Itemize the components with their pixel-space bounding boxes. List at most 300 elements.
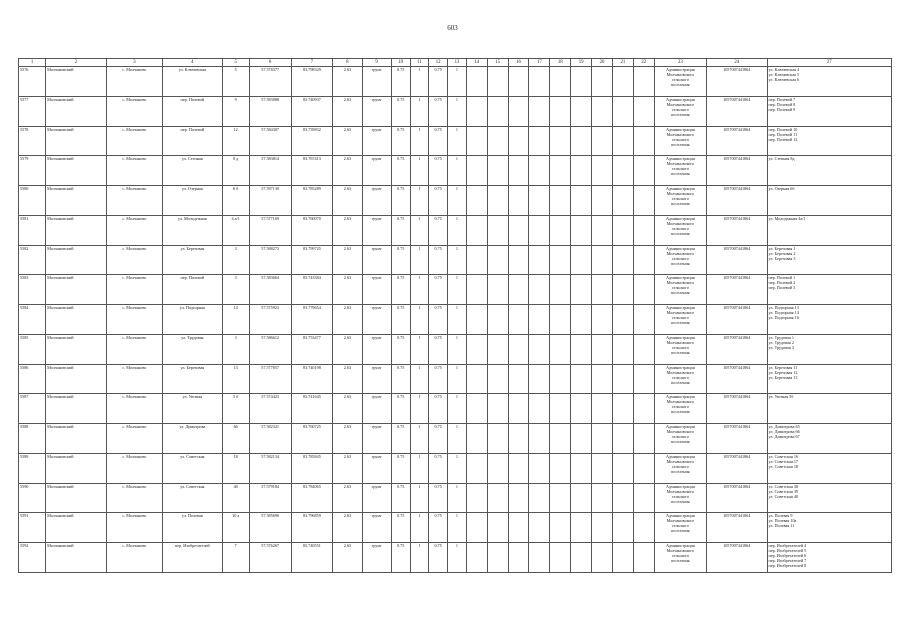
settlement-cell: с. Молчаново: [106, 186, 162, 216]
settlement-cell: с. Молчаново: [106, 364, 162, 394]
owner-cell: [654, 215, 706, 245]
street-cell: ул. Березовая: [163, 364, 223, 394]
empty-cell: [529, 156, 550, 186]
empty-cell: [466, 424, 487, 454]
empty-cell: [466, 543, 487, 573]
latitude-cell: 57.597130: [249, 186, 291, 216]
width2-cell: 0.75: [429, 453, 448, 483]
empty-cell: [529, 483, 550, 513]
address-line: ул. Подгорная 13: [768, 305, 799, 310]
empty-cell: [633, 453, 654, 483]
empty-cell: [571, 543, 592, 573]
street-cell: ул. Ключевская: [163, 67, 223, 97]
length-cell: 2.63: [333, 67, 362, 97]
table-row: [19, 513, 892, 543]
address-cell: [767, 364, 892, 394]
settlement-cell: с. Молчаново: [106, 543, 162, 573]
empty-cell: [529, 305, 550, 335]
settlement-cell: с. Молчаново: [106, 156, 162, 186]
table-row: [19, 334, 892, 364]
width-cell: 0.75: [391, 364, 410, 394]
surface-cell: грунт: [362, 453, 391, 483]
owner-line: поселения: [671, 409, 690, 415]
width-cell: 0.75: [391, 245, 410, 275]
house-cell: 40: [222, 483, 249, 513]
house-cell: 6 б: [222, 186, 249, 216]
column-header: 16: [508, 59, 529, 67]
empty-cell: [550, 245, 571, 275]
width2-cell: 0.75: [429, 334, 448, 364]
surface-cell: грунт: [362, 424, 391, 454]
owner-line: Молчановского: [666, 72, 695, 77]
district-cell: Молчановский: [46, 334, 107, 364]
empty-cell: [508, 394, 529, 424]
empty-cell: [529, 245, 550, 275]
empty-cell: [508, 156, 529, 186]
street-cell: ул. Озерная: [163, 186, 223, 216]
latitude-cell: 57.579184: [249, 483, 291, 513]
address-line: пер. Полевой 11: [768, 131, 798, 137]
address-line: пер. Изобретателей 4: [768, 543, 807, 548]
district-cell: Молчановский: [46, 543, 107, 573]
ogrn-cell: 1057007441864: [706, 156, 767, 186]
empty-cell: [508, 424, 529, 454]
surface-cell: грунт: [362, 305, 391, 335]
house-cell: 7: [222, 543, 249, 573]
empty-cell: [612, 483, 633, 513]
owner-line: Молчановского: [666, 220, 695, 226]
owner-line: сельского: [671, 523, 689, 529]
address-cell: [767, 96, 892, 126]
longitude-cell: 83.741645: [291, 394, 333, 424]
empty-cell: [571, 424, 592, 454]
owner-cell: [654, 245, 706, 275]
address-line: ул. Подгорная 16: [768, 315, 799, 320]
length-cell: 2.63: [333, 334, 362, 364]
count-cell: 1: [410, 394, 429, 424]
latitude-cell: 57.583088: [249, 96, 291, 126]
column-header: 4: [163, 59, 223, 67]
address-cell: [767, 245, 892, 275]
table-row: [19, 364, 892, 394]
column-header: 3: [106, 59, 162, 67]
address-line: пер. Полевой 7: [768, 96, 796, 102]
count-cell: 1: [410, 513, 429, 543]
length-cell: 2.63: [333, 275, 362, 305]
empty-cell: [592, 275, 613, 305]
owner-line: поселения: [671, 171, 690, 177]
street-cell: пер. Полевой: [163, 126, 223, 156]
empty-cell: [633, 334, 654, 364]
latitude-cell: 57.577857: [249, 364, 291, 394]
surface-cell: грунт: [362, 394, 391, 424]
address-line: ул. Березовая 13: [768, 374, 798, 380]
empty-cell: [487, 543, 508, 573]
empty-cell: [466, 483, 487, 513]
count-cell: 1: [410, 483, 429, 513]
surface-cell: грунт: [362, 67, 391, 97]
empty-cell: [487, 364, 508, 394]
column-header: 17: [529, 59, 550, 67]
table-row: [19, 245, 892, 275]
empty-cell: [571, 513, 592, 543]
empty-cell: [612, 215, 633, 245]
count2-cell: 1: [448, 483, 467, 513]
empty-cell: [571, 126, 592, 156]
count-cell: 1: [410, 543, 429, 573]
empty-cell: [466, 364, 487, 394]
empty-cell: [612, 275, 633, 305]
house-cell: 18: [222, 453, 249, 483]
street-cell: ул. Уютная: [163, 394, 223, 424]
address-line: пер. Изобретателей 8: [768, 563, 807, 568]
width-cell: 0.75: [391, 483, 410, 513]
width-cell: 0.75: [391, 186, 410, 216]
district-cell: Молчановский: [46, 275, 107, 305]
owner-line: сельского: [671, 463, 689, 469]
address-line: ул. Советская 17: [768, 458, 799, 464]
width2-cell: 0.75: [429, 483, 448, 513]
empty-cell: [487, 483, 508, 513]
empty-cell: [571, 96, 592, 126]
empty-cell: [612, 334, 633, 364]
width2-cell: 0.75: [429, 96, 448, 126]
owner-line: поселения: [671, 468, 690, 474]
address-line: пер. Полевой 8: [768, 101, 796, 107]
address-line: пер. Полевой 12: [768, 136, 798, 142]
longitude-cell: 83.798329: [291, 67, 333, 97]
empty-cell: [633, 126, 654, 156]
empty-cell: [508, 96, 529, 126]
empty-cell: [487, 453, 508, 483]
owner-line: сельского: [671, 255, 689, 261]
empty-cell: [612, 394, 633, 424]
district-cell: Молчановский: [46, 483, 107, 513]
empty-cell: [508, 483, 529, 513]
empty-cell: [529, 513, 550, 543]
owner-line: сельского: [671, 136, 689, 142]
address-line: ул. Ключевская 6: [768, 77, 800, 82]
owner-line: Молчановского: [666, 548, 695, 553]
count2-cell: 1: [448, 156, 467, 186]
column-header: 15: [487, 59, 508, 67]
table-row: [19, 67, 892, 97]
latitude-cell: 57.574423: [249, 394, 291, 424]
longitude-cell: 83.739832: [291, 126, 333, 156]
ogrn-cell: 1057007441864: [706, 126, 767, 156]
address-line: ул. Уютная 5б: [768, 394, 794, 400]
row-id: 5584: [19, 305, 46, 335]
address-line: ул. Димитрова 66: [768, 429, 800, 434]
street-cell: ул. Советская: [163, 453, 223, 483]
row-id: 5578: [19, 126, 46, 156]
street-cell: ул. Полевая: [163, 513, 223, 543]
owner-cell: [654, 424, 706, 454]
empty-cell: [571, 453, 592, 483]
settlement-cell: с. Молчаново: [106, 424, 162, 454]
width2-cell: 0.75: [429, 424, 448, 454]
address-cell: [767, 275, 892, 305]
owner-line: Молчановского: [666, 339, 695, 345]
empty-cell: [571, 245, 592, 275]
length-cell: 2.63: [333, 186, 362, 216]
house-cell: 10 а: [222, 513, 249, 543]
table-row: [19, 186, 892, 216]
empty-cell: [612, 96, 633, 126]
empty-cell: [508, 275, 529, 305]
column-header: 23: [654, 59, 706, 67]
length-cell: 2.63: [333, 364, 362, 394]
settlement-cell: с. Молчаново: [106, 126, 162, 156]
address-cell: [767, 334, 892, 364]
owner-line: Администрация: [666, 543, 695, 548]
street-cell: пер. Полевой: [163, 96, 223, 126]
surface-cell: грунт: [362, 126, 391, 156]
empty-cell: [487, 394, 508, 424]
count2-cell: 1: [448, 96, 467, 126]
address-line: ул. Березовая 11: [768, 364, 798, 370]
column-header: 10: [391, 59, 410, 67]
owner-line: Молчановского: [666, 458, 695, 464]
address-line: ул. Озерная 6б: [768, 186, 795, 191]
ogrn-cell: 1057007441864: [706, 305, 767, 335]
owner-line: Администрация: [666, 126, 695, 132]
ogrn-cell: 1057007441864: [706, 364, 767, 394]
empty-cell: [550, 334, 571, 364]
address-line: ул. Ключевская 5: [768, 72, 800, 77]
address-cell: [767, 453, 892, 483]
empty-cell: [612, 67, 633, 97]
address-line: пер. Изобретателей 6: [768, 553, 807, 558]
latitude-cell: 57.582134: [249, 453, 291, 483]
owner-cell: [654, 364, 706, 394]
district-cell: Молчановский: [46, 126, 107, 156]
table-row: [19, 96, 892, 126]
table-row: [19, 394, 892, 424]
owner-cell: [654, 513, 706, 543]
width-cell: 0.75: [391, 215, 410, 245]
owner-line: Администрация: [666, 513, 695, 519]
empty-cell: [592, 126, 613, 156]
empty-cell: [466, 126, 487, 156]
owner-line: сельского: [671, 285, 689, 291]
width2-cell: 0.75: [429, 305, 448, 335]
row-id: 5576: [19, 67, 46, 97]
address-line: пер. Полевой 1: [768, 275, 796, 281]
empty-cell: [529, 275, 550, 305]
empty-cell: [633, 186, 654, 216]
row-id: 5590: [19, 483, 46, 513]
empty-cell: [550, 126, 571, 156]
count2-cell: 1: [448, 513, 467, 543]
owner-line: Администрация: [666, 67, 695, 72]
owner-line: сельского: [671, 434, 689, 439]
address-line: ул. Полевая 9: [768, 513, 793, 519]
latitude-cell: 57.586612: [249, 334, 291, 364]
latitude-cell: 57.576267: [249, 543, 291, 573]
address-line: ул. Советская 16: [768, 453, 799, 459]
column-header: 11: [410, 59, 429, 67]
house-cell: 3: [222, 275, 249, 305]
empty-cell: [466, 394, 487, 424]
empty-cell: [508, 334, 529, 364]
empty-cell: [487, 215, 508, 245]
width2-cell: 0.75: [429, 394, 448, 424]
table-row: [19, 543, 892, 573]
empty-cell: [550, 67, 571, 97]
empty-cell: [592, 96, 613, 126]
settlement-cell: с. Молчаново: [106, 453, 162, 483]
row-id: 5592: [19, 543, 46, 573]
address-line: пер. Полевой 2: [768, 280, 796, 286]
street-cell: ул. Советская: [163, 483, 223, 513]
owner-line: поселения: [671, 141, 690, 147]
length-cell: 2.63: [333, 96, 362, 126]
empty-cell: [633, 483, 654, 513]
count2-cell: 1: [448, 215, 467, 245]
owner-line: Молчановского: [666, 101, 695, 107]
empty-cell: [508, 215, 529, 245]
row-id: 5582: [19, 245, 46, 275]
count-cell: 1: [410, 424, 429, 454]
owner-line: Администрация: [666, 96, 695, 102]
owner-cell: [654, 67, 706, 97]
longitude-cell: 83.796859: [291, 513, 333, 543]
owner-line: Администрация: [666, 453, 695, 459]
width-cell: 0.75: [391, 543, 410, 573]
empty-cell: [550, 96, 571, 126]
address-cell: [767, 126, 892, 156]
street-cell: пер. Изобретателей: [163, 543, 223, 573]
address-cell: [767, 156, 892, 186]
settlement-cell: с. Молчаново: [106, 96, 162, 126]
empty-cell: [612, 186, 633, 216]
empty-cell: [487, 334, 508, 364]
count-cell: 1: [410, 245, 429, 275]
length-cell: 2.63: [333, 453, 362, 483]
owner-line: поселения: [671, 290, 690, 296]
latitude-cell: 57.583814: [249, 156, 291, 186]
longitude-cell: 83.784065: [291, 483, 333, 513]
settlement-cell: с. Молчаново: [106, 483, 162, 513]
column-header: 12: [429, 59, 448, 67]
table-row: [19, 156, 892, 186]
length-cell: 2.63: [333, 424, 362, 454]
empty-cell: [466, 215, 487, 245]
table-row: [19, 305, 892, 335]
column-header: 9: [362, 59, 391, 67]
settlement-cell: с. Молчаново: [106, 394, 162, 424]
longitude-cell: 83.785845: [291, 453, 333, 483]
empty-cell: [550, 364, 571, 394]
empty-cell: [612, 156, 633, 186]
owner-line: Администрация: [666, 305, 695, 310]
empty-cell: [466, 453, 487, 483]
count-cell: 1: [410, 186, 429, 216]
surface-cell: грунт: [362, 334, 391, 364]
owner-line: Молчановского: [666, 191, 695, 196]
district-cell: Молчановский: [46, 245, 107, 275]
empty-cell: [466, 96, 487, 126]
owner-line: Администрация: [666, 334, 695, 340]
surface-cell: грунт: [362, 483, 391, 513]
owner-line: Молчановского: [666, 518, 695, 524]
address-line: пер. Изобретателей 5: [768, 548, 807, 553]
owner-line: сельского: [671, 404, 689, 410]
empty-cell: [487, 96, 508, 126]
empty-cell: [612, 513, 633, 543]
surface-cell: грунт: [362, 364, 391, 394]
address-line: ул. Ключевская 4: [768, 67, 800, 72]
owner-cell: [654, 96, 706, 126]
column-header: 7: [291, 59, 333, 67]
count2-cell: 1: [448, 186, 467, 216]
address-line: ул. Степная 8д: [768, 156, 795, 162]
count-cell: 1: [410, 275, 429, 305]
length-cell: 2.63: [333, 126, 362, 156]
table-row: [19, 215, 892, 245]
house-cell: 5: [222, 67, 249, 97]
empty-cell: [508, 126, 529, 156]
length-cell: 2.63: [333, 305, 362, 335]
empty-cell: [487, 424, 508, 454]
owner-line: поселения: [671, 528, 690, 534]
empty-cell: [466, 186, 487, 216]
length-cell: 2.63: [333, 215, 362, 245]
width2-cell: 0.75: [429, 275, 448, 305]
count-cell: 1: [410, 305, 429, 335]
empty-cell: [592, 215, 613, 245]
width-cell: 0.75: [391, 67, 410, 97]
empty-cell: [571, 67, 592, 97]
address-cell: [767, 483, 892, 513]
empty-cell: [592, 483, 613, 513]
address-line: ул. Березовая 2: [768, 250, 796, 256]
page-number: 603: [447, 24, 458, 32]
owner-line: Администрация: [666, 394, 695, 400]
empty-cell: [466, 275, 487, 305]
latitude-cell: 57.577169: [249, 215, 291, 245]
ogrn-cell: 1057007441864: [706, 245, 767, 275]
count-cell: 1: [410, 334, 429, 364]
empty-cell: [612, 305, 633, 335]
width2-cell: 0.75: [429, 156, 448, 186]
count-cell: 1: [410, 67, 429, 97]
owner-line: Администрация: [666, 215, 695, 221]
ogrn-cell: 1057007441864: [706, 394, 767, 424]
longitude-cell: 83.740198: [291, 364, 333, 394]
width-cell: 0.75: [391, 513, 410, 543]
owner-line: сельского: [671, 225, 689, 231]
ogrn-cell: 1057007441864: [706, 513, 767, 543]
owner-line: поселения: [671, 82, 690, 87]
owner-line: сельского: [671, 344, 689, 350]
latitude-cell: 57.583664: [249, 275, 291, 305]
owner-line: Молчановского: [666, 280, 695, 286]
ogrn-cell: 1057007441864: [706, 275, 767, 305]
longitude-cell: 83.799725: [291, 245, 333, 275]
empty-cell: [487, 275, 508, 305]
empty-cell: [592, 67, 613, 97]
empty-cell: [633, 96, 654, 126]
width-cell: 0.75: [391, 394, 410, 424]
column-header: 2: [46, 59, 107, 67]
width2-cell: 0.75: [429, 245, 448, 275]
empty-cell: [466, 156, 487, 186]
house-cell: 8 д: [222, 156, 249, 186]
owner-line: поселения: [671, 260, 690, 266]
column-header: 18: [550, 59, 571, 67]
